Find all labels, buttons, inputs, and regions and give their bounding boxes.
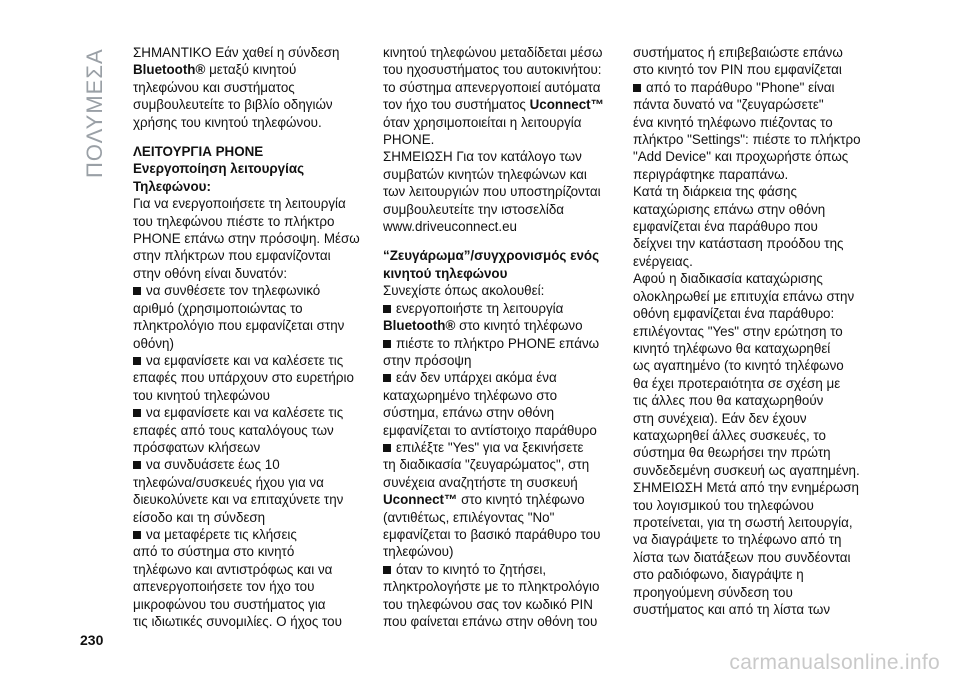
text-line [133, 61, 365, 78]
text-line: στην πρόσοψη [383, 352, 472, 368]
text-line: θα έχει προτεραιότητα σε σχέση με [633, 375, 841, 391]
sub-heading: Τηλεφώνου: [133, 178, 211, 194]
text-line: του τηλεφώνου πιέστε το πλήκτρο [133, 213, 335, 229]
watermark: carmanualsonline.info [729, 651, 940, 674]
bullet-item: όταν το κινητό το ζητήσει, [383, 561, 615, 578]
text-line: τη διαδικασία "ζευγαρώματος", στη [383, 457, 590, 473]
text-line: εμφανίζεται το βασικό παράθυρο του [383, 526, 601, 542]
text-line: αριθμό (χρησιμοποιώντας το [133, 300, 303, 316]
text-line: ενέργειας. [633, 253, 693, 269]
text-line: του τηλεφώνου σας τον κωδικό PIN [383, 596, 593, 612]
text-line: στην οθόνη είναι δυνατόν: [133, 265, 288, 281]
bullet-item: πιέστε το πλήκτρο PHONE επάνω [383, 335, 615, 352]
section-heading: ΛΕΙΤΟΥΡΓΙΑ PHONE [133, 144, 264, 160]
text-line: τηλεφώνα/συσκευές ήχου για να [133, 474, 324, 490]
text-line: τις ιδιωτικές συνομιλίες. Ο ήχος του [133, 614, 342, 629]
text-span: στο κινητό τηλέφωνο [455, 318, 583, 334]
text-line: πλήκτρο "Settings": πιέστε το πλήκτρο [633, 132, 861, 148]
bullet-item: επιλέξτε "Yes" για να ξεκινήσετε [383, 439, 615, 456]
text-line: λίστα των διατάξεων που συνδέονται [633, 549, 851, 565]
text-line: ΣΗΜΕΙΩΣΗ Μετά από την ενημέρωση [633, 480, 859, 496]
text-line: καταχωρηθεί άλλες συσκευές, το [633, 427, 826, 443]
text-line: σύστημα θα θεωρήσει την πρώτη [633, 445, 831, 461]
text-line: οθόνη) [133, 335, 174, 351]
text-line: χρήσης του κινητού τηλεφώνου. [133, 114, 322, 130]
text-line: ΣΗΜΑΝΤΙΚΟ Εάν χαθεί η σύνδεση [133, 45, 340, 60]
text-line: πληκτρολογήστε με το πληκτρολόγιο [383, 579, 600, 595]
text-line: Αφού η διαδικασία καταχώρισης [633, 271, 823, 287]
text-line: του ηχοσυστήματος του αυτοκινήτου: [383, 62, 602, 78]
text-line: διευκολύνετε και να επιταχύνετε την [133, 492, 344, 508]
text-line: των λειτουργιών που υποστηρίζονται [383, 184, 601, 200]
text-line: ως αγαπημένο (το κινητό τηλέφωνο [633, 358, 844, 374]
text-line: όταν χρησιμοποιείται η λειτουργία [383, 114, 582, 130]
text-line: Κατά τη διάρκεια της φάσης [633, 184, 797, 200]
text-line: στην πλήκτρων που εμφανίζονται [133, 248, 331, 264]
text-line: επαφές από τους καταλόγους των [133, 422, 334, 438]
text-line: συστήματος ή επιβεβαιώστε επάνω [633, 45, 843, 60]
text-line: συνδεδεμένη συσκευή ως αγαπημένη. [633, 462, 860, 478]
text-column-3 [633, 44, 865, 618]
text-line: PHONE. [383, 132, 435, 148]
bluetooth-term: Bluetooth® [133, 62, 206, 78]
text-line: Συνεχίστε όπως ακολουθεί: [383, 283, 545, 299]
text-line: μικροφώνου του συστήματος για [133, 596, 326, 612]
text-line: τηλέφωνο και αντιστρόφως και να [133, 561, 333, 577]
text-column-1 [133, 44, 365, 630]
text-line: ολοκληρωθεί με επιτυχία επάνω στην [633, 288, 855, 304]
text-line: προτείνεται, για τη σωστή λειτουργία, [633, 514, 853, 530]
bullet-item: να μεταφέρετε τις κλήσεις [133, 526, 365, 543]
text-line: προηγούμενη σύνδεση του [633, 584, 793, 600]
text-line: καταχωρημένο τηλέφωνο στο [383, 387, 558, 403]
text-line: επιλέγοντας "Yes" στην ερώτηση το [633, 323, 843, 339]
website-text: www.driveuconnect.eu [383, 219, 517, 235]
text-line: συμβουλευτείτε την ιστοσελίδα [383, 201, 565, 217]
text-line: του λογισμικού του τηλεφώνου [633, 497, 814, 513]
text-line: στο ραδιόφωνο, διαγράψτε η [633, 567, 804, 583]
text-line: που φαίνεται επάνω στην οθόνη του [383, 614, 598, 629]
bullet-item: να εμφανίσετε και να καλέσετε τις [133, 404, 365, 421]
bullet-item: από το παράθυρο "Phone" είναι [633, 79, 865, 96]
text-line: σύστημα, επάνω στην οθόνη [383, 405, 555, 421]
text-line: το σύστημα απενεργοποιεί αυτόματα [383, 79, 601, 95]
text-line: στο κινητό τον PIN που εμφανίζεται [633, 62, 842, 78]
text-line: τις άλλες που θα καταχωρηθούν [633, 393, 824, 409]
text-line: εμφανίζεται ένα παράθυρο που [633, 219, 818, 235]
text-line: κινητό τηλέφωνο θα καταχωρηθεί [633, 340, 831, 356]
text-line: συστήματος και από τη λίστα των [633, 602, 831, 617]
text-span: μεταξύ κινητού [205, 62, 297, 78]
text-line: περιγράφτηκε παραπάνω. [633, 166, 789, 182]
bullet-item: εάν δεν υπάρχει ακόμα ένα [383, 369, 615, 386]
text-line: πάντα δυνατό να "ζευγαρώσετε" [633, 97, 824, 113]
text-line: επαφές που υπάρχουν στο ευρετήριο [133, 370, 354, 386]
section-heading: κινητού τηλεφώνου [383, 265, 508, 281]
uconnect-term: Uconnect™ [383, 492, 458, 508]
text-block [633, 96, 865, 618]
bullet-item: να συνθέσετε τον τηλεφωνικό [133, 282, 365, 299]
text-span: στο κινητό τηλέφωνο [457, 492, 585, 508]
text-line: δείχνει την κατάσταση προόδου της [633, 236, 844, 252]
text-line: οθόνη εμφανίζεται ένα παράθυρο: [633, 306, 835, 322]
text-line: απενεργοποιήσετε τον ήχο του [133, 579, 315, 595]
uconnect-term: Uconnect™ [529, 97, 605, 113]
text-line: τηλεφώνου) [383, 544, 454, 560]
bullet-item: ενεργοποιήστε τη λειτουργία [383, 300, 615, 317]
text-line: PHONE επάνω στην πρόσοψη. Μέσω [133, 231, 360, 247]
text-line: συμβατών κινητών τηλεφώνων και [383, 166, 587, 182]
text-line: συμβουλευτείτε το βιβλίο οδηγιών [133, 97, 333, 113]
text-line: τηλεφώνου και συστήματος [133, 79, 295, 95]
text-line: ένα κινητό τηλέφωνο πιέζοντας το [633, 114, 833, 130]
bullet-item: να εμφανίσετε και να καλέσετε τις [133, 352, 365, 369]
text-column-2 [383, 44, 615, 630]
text-line [383, 317, 615, 334]
text-line: να διαγράψετε το τηλέφωνο από τη [633, 532, 842, 548]
text-line: Για να ενεργοποιήσετε τη λειτουργία [133, 196, 346, 212]
text-span: τον ήχο του συστήματος [383, 97, 530, 113]
text-line [383, 491, 615, 508]
section-title-vertical: ΠΟΛΥΜΕΣΑ [82, 48, 107, 178]
text-line: (αντιθέτως, επιλέγοντας "No" [383, 509, 555, 525]
text-line: πληκτρολόγιο που εμφανίζεται στην [133, 318, 345, 334]
page-number: 230 [80, 632, 104, 648]
text-line: του κινητού τηλεφώνου [133, 387, 270, 403]
text-line: καταχώρισης επάνω στην οθόνη [633, 201, 826, 217]
bluetooth-term: Bluetooth® [383, 318, 456, 334]
text-line: συνέχεια αναζητήστε τη συσκευή [383, 474, 578, 490]
text-line: από το σύστημα στο κινητό [133, 544, 295, 560]
text-line [383, 96, 615, 113]
bullet-item: να συνδυάσετε έως 10 [133, 456, 365, 473]
text-line: "Add Device" και προχωρήστε όπως [633, 149, 849, 165]
text-line: εμφανίζεται το αντίστοιχο παράθυρο [383, 422, 597, 438]
sub-heading: Ενεργοποίηση λειτουργίας [133, 161, 305, 177]
text-line: είσοδο και τη σύνδεση [133, 509, 266, 525]
text-line: στη συνέχεια). Εάν δεν έχουν [633, 410, 807, 426]
text-line: κινητού τηλεφώνου μεταδίδεται μέσω [383, 45, 603, 60]
text-line: ΣΗΜΕΙΩΣΗ Για τον κατάλογο των [383, 149, 582, 165]
text-line: πρόσφατων κλήσεων [133, 439, 261, 455]
section-heading: “Ζευγάρωμα”/συγχρονισμός ενός [383, 248, 600, 264]
